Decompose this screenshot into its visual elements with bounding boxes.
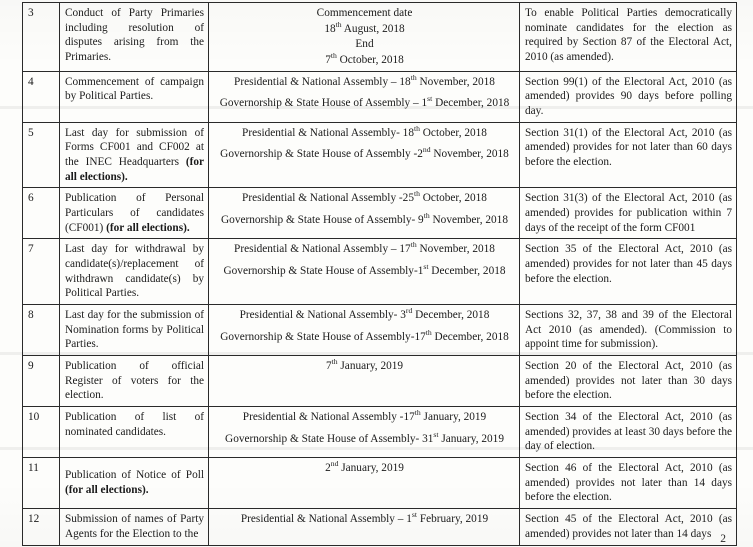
activity-text: Publication of list of nominated candidates. (65, 411, 204, 438)
page-number: 2 (720, 533, 726, 545)
date-text: 7 (325, 54, 331, 67)
activity-text: Last day for withdrawal by candidate(s)/replacement of withdrawn candidate(s) by Political Parties. (65, 243, 204, 300)
date-line (214, 359, 515, 374)
activity-text: Conduct of Party Primaries including resolution of disputes arising from the Primaries. (65, 7, 204, 64)
row-activity (60, 509, 209, 545)
date-text: November, 2018 (416, 75, 495, 88)
date-line (214, 123, 515, 141)
date-line (214, 432, 515, 447)
date-text: Presidential & National Assembly- 18 (242, 126, 414, 139)
date-text: October, 2018 (419, 192, 487, 205)
row-legal-provision: Section 20 of the Electoral Act, 2010 (as amended) provides not later than 30 days before the election. (520, 356, 737, 407)
row-dates (209, 458, 520, 509)
row-serial-number: 10 (23, 407, 60, 458)
date-text: Presidential & National Assembly – 1 (240, 513, 412, 526)
date-text: Presidential & National Assembly – 18 (234, 75, 411, 88)
activity-text: Submission of names of Party Agents for the Election to the (65, 513, 204, 540)
date-line (214, 19, 515, 37)
row-serial-number: 7 (23, 239, 60, 305)
row-activity (60, 71, 209, 122)
row-legal-provision: Section 31(1) of the Electoral Act, 2010 (as amended) provides for not later than 60 days before the election. (520, 122, 737, 188)
date-text: November, 2018 (430, 148, 509, 161)
row-legal-provision: To enable Political Parties democratically nominate candidates for the election as required by Section 87 of the Electoral Act, 2010 (as amended). (520, 3, 737, 72)
date-line (214, 242, 515, 257)
activity-emphasis: (for all elections). (65, 156, 204, 183)
date-line (214, 330, 515, 345)
ordinal-suffix: st (433, 430, 439, 440)
row-serial-number: 4 (23, 71, 60, 122)
activity-text: Last day for the submission of Nomination forms by Political Parties. (65, 309, 204, 351)
election-timetable-table (22, 2, 737, 546)
table-row (23, 239, 737, 305)
date-text: December, 2018 (432, 97, 510, 110)
ordinal-suffix: th (423, 211, 430, 221)
date-line (214, 461, 515, 476)
row-activity (60, 3, 209, 72)
ordinal-suffix: th (335, 19, 342, 29)
table-row (23, 188, 737, 239)
row-activity (60, 122, 209, 188)
ordinal-suffix: th (414, 408, 421, 418)
row-legal-provision: Section 31(3) of the Electoral Act, 2010 (as amended) provides for publication within 7 days of the receipt of the form CF001 (520, 188, 737, 239)
date-text: December, 2018 (431, 330, 509, 343)
date-line (214, 512, 515, 527)
date-text: October, 2018 (336, 54, 404, 67)
date-text: Presidential & National Assembly – 17 (234, 243, 411, 256)
date-line (214, 53, 515, 68)
table-row (23, 509, 737, 545)
date-text: January, 2019 (438, 432, 504, 445)
ordinal-suffix: rd (405, 306, 413, 316)
date-text: January, 2019 (337, 360, 404, 373)
date-text: Governorship & State House of Assembly- 31 (225, 432, 434, 445)
activity-text: Last day for submission of Forms CF001 and CF002 at the INEC Headquarters (65, 126, 204, 169)
date-line (214, 96, 515, 111)
table-row (23, 71, 737, 122)
date-text: Presidential & National Assembly -17 (242, 411, 415, 424)
row-serial-number: 12 (23, 509, 60, 545)
date-line (214, 72, 515, 90)
row-dates (209, 71, 520, 122)
date-text: 18 (324, 22, 336, 35)
table-row (23, 356, 737, 407)
ordinal-suffix: st (423, 262, 429, 272)
ordinal-suffix: th (331, 357, 338, 367)
date-text: December, 2018 (428, 265, 506, 278)
row-legal-provision: Section 46 of the Electoral Act, 2010 (as amended) provides not later than 14 days before the election. (520, 458, 737, 509)
date-text: August, 2018 (341, 22, 405, 35)
table-row (23, 458, 737, 509)
row-activity (60, 305, 209, 356)
row-dates (209, 407, 520, 458)
date-text: 7 (325, 360, 332, 373)
row-dates (209, 509, 520, 545)
row-activity (60, 356, 209, 407)
row-dates (209, 356, 520, 407)
row-dates (209, 188, 520, 239)
date-text: November, 2018 (429, 214, 508, 227)
row-dates (209, 239, 520, 305)
ordinal-suffix: th (413, 123, 420, 133)
date-text: End (355, 38, 374, 51)
date-text: Governorship & State House of Assembly- 9 (221, 214, 424, 227)
table-body (23, 3, 737, 546)
date-text: January, 2019 (338, 462, 404, 475)
row-legal-provision: Sections 32, 37, 38 and 39 of the Electoral Act 2010 (as amended). (Commission to appoint time for submission). (520, 305, 737, 356)
row-legal-provision: Section 99(1) of the Electoral Act, 2010 (as amended) provides 90 days before polling day. (520, 71, 737, 122)
date-line (214, 191, 515, 206)
date-text: January, 2019 (420, 411, 487, 424)
date-line (214, 213, 515, 228)
activity-text: Publication of Personal Particulars of candidates (CF001) (65, 192, 204, 234)
row-serial-number: 9 (23, 356, 60, 407)
date-text: Governorship & State House of Assembly-1 (223, 265, 424, 278)
date-text: October, 2018 (419, 126, 487, 139)
date-text: Governorship & State House of Assembly-17 (220, 330, 426, 343)
activity-text: Publication of Notice of Poll (65, 469, 204, 482)
date-line (214, 264, 515, 279)
date-text: February, 2019 (417, 513, 489, 526)
table-row (23, 3, 737, 72)
date-text: 2 (325, 462, 331, 475)
ordinal-suffix: th (425, 328, 432, 337)
row-serial-number: 8 (23, 305, 60, 356)
date-text: Commencement date (316, 7, 413, 19)
ordinal-suffix: th (413, 189, 420, 199)
row-serial-number: 6 (23, 188, 60, 239)
date-text: Presidential & National Assembly -25 (242, 192, 414, 205)
date-text: December, 2018 (412, 309, 490, 322)
election-timetable-table-wrapper (22, 2, 736, 546)
date-line (214, 6, 515, 21)
row-legal-provision: Section 45 of the Electoral Act, 2010 (as amended) provides not later than 14 days (520, 509, 737, 545)
ordinal-suffix: st (411, 510, 417, 520)
date-line (214, 37, 515, 52)
date-line (214, 308, 515, 323)
ordinal-suffix: th (330, 51, 337, 61)
row-serial-number: 11 (23, 458, 60, 509)
row-activity (60, 188, 209, 239)
row-dates (209, 3, 520, 72)
table-row (23, 305, 737, 356)
row-activity (60, 239, 209, 305)
ordinal-suffix: th (410, 240, 417, 250)
date-text: Presidential & National Assembly- 3 (239, 309, 406, 322)
date-text: Governorship & State House of Assembly -2 (220, 148, 423, 161)
row-activity (60, 458, 209, 509)
row-serial-number: 5 (23, 122, 60, 188)
activity-text: Publication of official Register of voters for the election. (65, 360, 204, 402)
activity-text: Commencement of campaign by Political Parties. (65, 75, 204, 103)
ordinal-suffix: st (427, 94, 433, 104)
ordinal-suffix: th (410, 72, 417, 82)
row-activity (60, 407, 209, 458)
date-text: November, 2018 (416, 243, 495, 256)
table-row (23, 122, 737, 188)
ordinal-suffix: nd (330, 459, 339, 469)
row-legal-provision: Section 35 of the Electoral Act, 2010 (as amended) provides for not later than 45 days before the election. (520, 239, 737, 305)
date-line (214, 410, 515, 425)
date-line (214, 147, 515, 162)
activity-emphasis: (for all elections). (106, 221, 190, 234)
date-text: Governorship & State House of Assembly – 1 (219, 97, 428, 110)
table-row (23, 407, 737, 458)
activity-emphasis: (for all elections). (65, 484, 149, 497)
row-legal-provision: Section 34 of the Electoral Act, 2010 (as amended) provides at least 30 days before the day of election. (520, 407, 737, 458)
row-dates (209, 122, 520, 188)
row-dates (209, 305, 520, 356)
ordinal-suffix: nd (422, 145, 431, 155)
row-serial-number: 3 (23, 3, 60, 72)
